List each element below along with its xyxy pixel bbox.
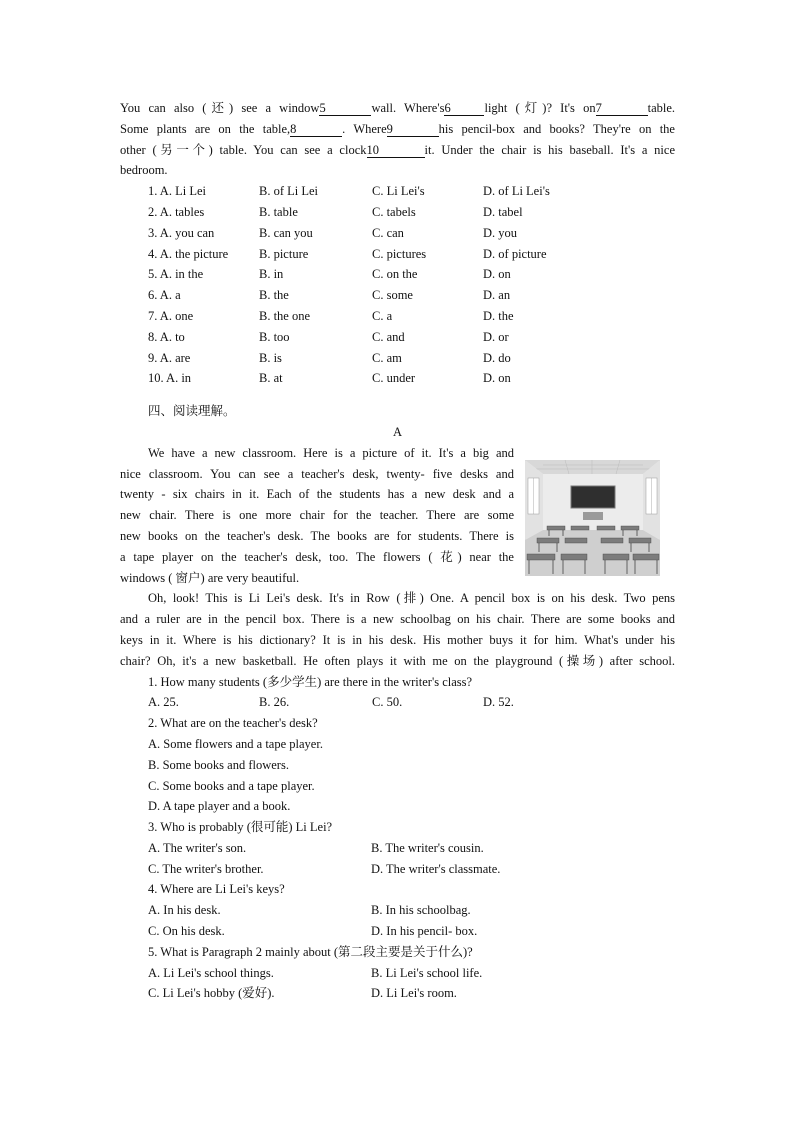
option-row [120,306,675,327]
option-row [120,921,675,942]
cloze-text: You can also (还) see a window [120,101,320,115]
question-stem: 5. What is Paragraph 2 mainly about (第二段主要是关于什么)? [148,944,473,959]
cloze-line-4: bedroom. [120,163,168,178]
option[interactable]: D. 52. [483,695,514,710]
option[interactable]: C. Li Lei's hobby (爱好). [148,986,275,1001]
option[interactable]: B. Some books and flowers. [148,757,289,772]
option[interactable]: 8. A. to [148,329,185,344]
option[interactable]: B. the [259,288,289,303]
option[interactable]: B. In his schoolbag. [371,903,471,918]
option[interactable]: D. do [483,350,511,365]
option[interactable]: D. tabel [483,204,523,219]
paragraph-line: and a ruler are in the pencil box. There is a new schoolbag on his chair. There are some books and [120,612,675,627]
paragraph-line: twenty - six chairs in it. Each of the students has a new desk and a [120,487,514,502]
option[interactable]: C. a [372,308,393,323]
option-row [120,244,675,265]
option[interactable]: C. On his desk. [148,924,225,939]
passage-label: A [392,424,403,439]
option[interactable]: C. 50. [372,695,403,710]
cloze-text: table. [647,101,675,115]
option[interactable]: D. In his pencil- box. [371,924,478,939]
cloze-text: Some plants are on the table, [120,121,291,136]
cloze-text: his pencil-box and books? They're on the [438,121,675,136]
cloze-blank-10[interactable]: 10 [367,143,425,158]
cloze-line-2 [120,119,675,140]
option-row [120,348,675,369]
option[interactable]: C. can [372,225,404,240]
section-title: 四、阅读理解。 [148,403,236,419]
option-row [120,264,675,285]
option[interactable]: B. can you [259,225,313,240]
option[interactable]: C. tabels [372,204,416,219]
option[interactable]: D. the [483,308,514,323]
option-row [120,859,675,880]
cloze-text: other (另一个) table. You can see a clock [120,142,367,157]
option[interactable]: D. of picture [483,246,547,261]
option-row [120,692,675,713]
option[interactable]: B. The writer's cousin. [371,840,484,855]
question-stem: 3. Who is probably (很可能) Li Lei? [148,820,333,835]
paragraph-line: new chair. There is one more chair for the teacher. There are some [120,508,514,523]
option[interactable]: 2. A. tables [148,204,205,219]
option[interactable]: C. some [372,288,413,303]
option[interactable]: D. of Li Lei's [483,184,550,199]
cloze-line-1 [120,98,675,119]
option-row [120,181,675,202]
option[interactable]: B. Li Lei's school life. [371,965,483,980]
option[interactable]: B. in [259,267,284,282]
question-stem: 1. How many students (多少学生) are there in the writer's class? [148,674,473,689]
option[interactable]: A. Li Lei's school things. [148,965,274,980]
cloze-text: wall. Where's [371,101,445,115]
cloze-blank-7[interactable]: 7 [596,101,648,116]
option[interactable]: 7. A. one [148,308,194,323]
option[interactable]: C. Some books and a tape player. [148,778,315,793]
option[interactable]: 1. A. Li Lei [148,184,206,199]
option[interactable]: 6. A. a [148,288,181,303]
worksheet-page [120,98,675,1004]
option[interactable]: D. or [483,329,509,344]
option-row [120,285,675,306]
option-row [120,327,675,348]
paragraph-2 [120,588,675,671]
option[interactable]: A. 25. [148,695,179,710]
option[interactable]: 4. A. the picture [148,246,229,261]
option[interactable]: D. The writer's classmate. [371,861,501,876]
option[interactable]: D. you [483,225,518,240]
option[interactable]: D. on [483,371,511,386]
option[interactable]: 3. A. you can [148,225,215,240]
option-row [120,368,675,389]
option[interactable]: B. is [259,350,282,365]
option-row [120,202,675,223]
option[interactable]: 9. A. are [148,350,191,365]
option[interactable]: B. table [259,204,298,219]
option[interactable]: B. at [259,371,283,386]
option[interactable]: C. under [372,371,416,386]
paragraph-line: Oh, look! This is Li Lei's desk. It's in Row (排) One. A pencil box is on his desk. Two pens [148,591,675,606]
paragraph-line: chair? Oh, it's a new basketball. He often plays it with me on the playground (操场) after school. [120,653,675,668]
option[interactable]: C. The writer's brother. [148,861,264,876]
option[interactable]: B. 26. [259,695,290,710]
cloze-text: light (灯)? It's on [484,101,596,115]
option[interactable]: D. Li Lei's room. [371,986,457,1001]
option-row [120,838,675,859]
paragraph-line: a tape player on the teacher's desk, too. The flowers ( 花) near the [120,549,514,564]
option[interactable]: B. too [259,329,290,344]
option[interactable]: C. Li Lei's [372,184,425,199]
option-row [120,223,675,244]
option[interactable]: D. on [483,267,511,282]
option-row [120,983,675,1004]
paragraph-line: keys in it. Where is his dictionary? It is in his desk. His mother buys it for him. What's under his [120,632,675,647]
paragraph-line: windows ( 窗户) are very beautiful. [120,570,300,585]
cloze-blank-8[interactable]: 8 [290,122,342,137]
cloze-text: . Where [342,121,387,136]
cloze-blank-6[interactable]: 6 [444,101,484,116]
question-stem: 4. Where are Li Lei's keys? [148,882,285,897]
cloze-line-3 [120,140,675,161]
option[interactable]: C. on the [372,267,418,282]
option[interactable]: A. Some flowers and a tape player. [148,736,323,751]
cloze-blank-9[interactable]: 9 [387,122,439,137]
option[interactable]: C. am [372,350,402,365]
cloze-text: it. Under the chair is his baseball. It's a nice [424,142,675,157]
option[interactable]: D. A tape player and a book. [148,799,291,814]
option[interactable]: B. of Li Lei [259,184,319,199]
cloze-options [120,181,675,389]
option-row [120,900,675,921]
option[interactable]: 5. A. in the [148,267,204,282]
option[interactable]: B. picture [259,246,309,261]
option[interactable]: A. In his desk. [148,903,221,918]
paragraph-line: nice classroom. You can see a teacher's desk, twenty- five desks and [120,466,514,481]
cloze-blank-5[interactable]: 5 [319,101,371,116]
option[interactable]: C. and [372,329,405,344]
option-row [120,963,675,984]
paragraph-1 [120,443,514,589]
question-stem: 2. What are on the teacher's desk? [148,716,318,731]
classroom-illustration-icon [525,460,660,576]
option[interactable]: D. an [483,288,511,303]
paragraph-line: new books on the teacher's desk. The books are for students. There is [120,528,514,543]
option[interactable]: B. the one [259,308,311,323]
paragraph-line: We have a new classroom. Here is a picture of it. It's a big and [148,445,514,460]
option[interactable]: A. The writer's son. [148,840,247,855]
option[interactable]: C. pictures [372,246,427,261]
option[interactable]: 10. A. in [148,371,192,386]
